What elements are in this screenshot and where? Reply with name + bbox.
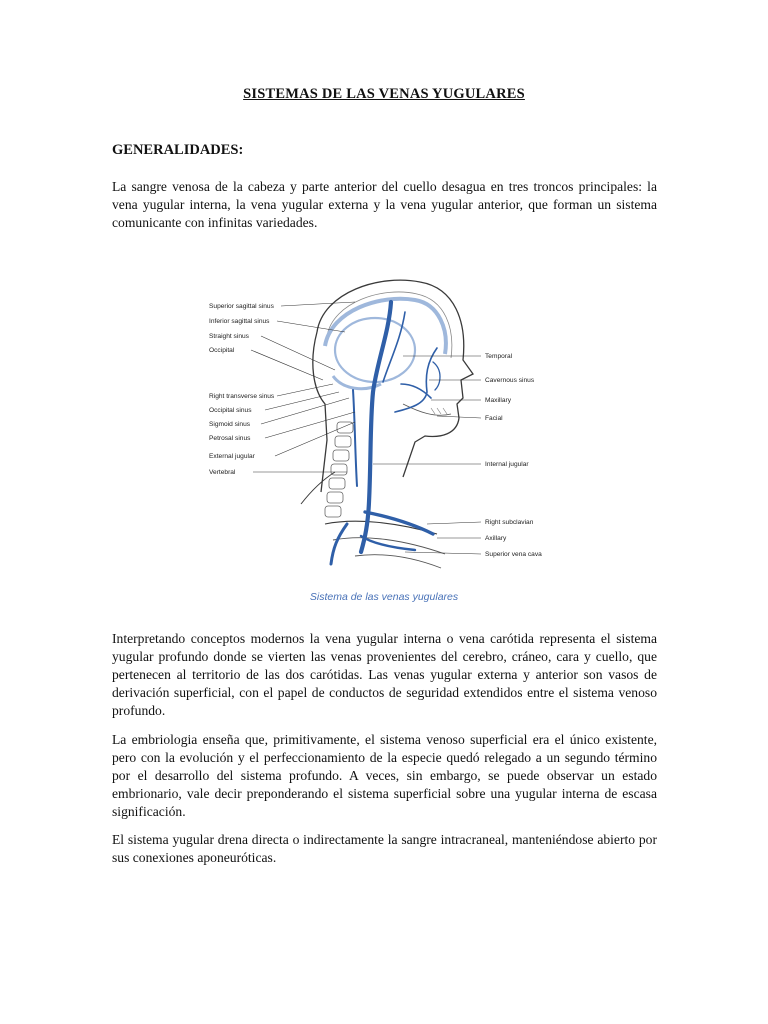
document-title: SISTEMAS DE LAS VENAS YUGULARES — [243, 86, 525, 102]
section-heading: GENERALIDADES: — [112, 142, 244, 158]
label-right-subclavian: Right subclavian — [485, 519, 534, 526]
label-sigmoid-sinus: Sigmoid sinus — [209, 421, 251, 428]
jugular-veins-illustration — [205, 272, 565, 572]
paragraph-2: Interpretando conceptos modernos la vena yugular interna o vena carótida representa el sistema yugular profundo donde se vierten las venas provenientes del cerebro, cráneo, cara y cuello, que pertenecen al territorio de las dos carótidas. Las venas yugular externa y anterior son vasos de derivación superficial, con el papel de conductos de seguridad extendidos entre el sistema venoso profundo. — [112, 631, 657, 718]
label-inferior-sagittal-sinus: Inferior sagittal sinus — [209, 318, 270, 325]
label-occipital-sinus: Occipital sinus — [209, 407, 252, 414]
paragraph-1: La sangre venosa de la cabeza y parte anterior del cuello desagua en tres troncos principales: la vena yugular interna, la vena yugular externa y la vena yugular anterior, que forman un sistema comunicante con infinitas variedades. — [112, 179, 657, 230]
label-right-transverse-sinus: Right transverse sinus — [209, 393, 275, 400]
label-straight-sinus: Straight sinus — [209, 333, 249, 340]
label-internal-jugular: Internal jugular — [485, 461, 529, 468]
paragraph-3: La embriologia enseña que, primitivamente, el sistema venoso superficial era el único existente, pero con la evolución y el perfeccionamiento de la especie quedó relegado a un segundo término por el desarrollo del sistema profundo. A veces, sin embargo, se puede observar un estado embrionario, vale decir preponderando el sistema superficial sobre una yugular interna de escasa significación. — [112, 732, 657, 819]
label-superior-vena-cava: Superior vena cava — [485, 551, 542, 558]
figure-caption: Sistema de las venas yugulares — [309, 591, 459, 603]
paragraph-4: El sistema yugular drena directa o indirectamente la sangre intracraneal, manteniéndose abierto por sus conexiones aponeuróticas. — [112, 832, 657, 865]
label-vertebral: Vertebral — [209, 469, 236, 476]
label-axillary: Axillary — [485, 535, 507, 542]
label-superior-sagittal-sinus: Superior sagittal sinus — [209, 303, 274, 310]
label-occipital: Occipital — [209, 347, 235, 354]
label-maxillary: Maxillary — [485, 397, 512, 404]
anatomy-figure — [205, 272, 565, 572]
label-petrosal-sinus: Petrosal sinus — [209, 435, 251, 442]
label-external-jugular: External jugular — [209, 453, 255, 460]
label-cavernous-sinus: Cavernous sinus — [485, 377, 535, 384]
label-facial: Facial — [485, 415, 503, 422]
label-temporal: Temporal — [485, 353, 513, 360]
